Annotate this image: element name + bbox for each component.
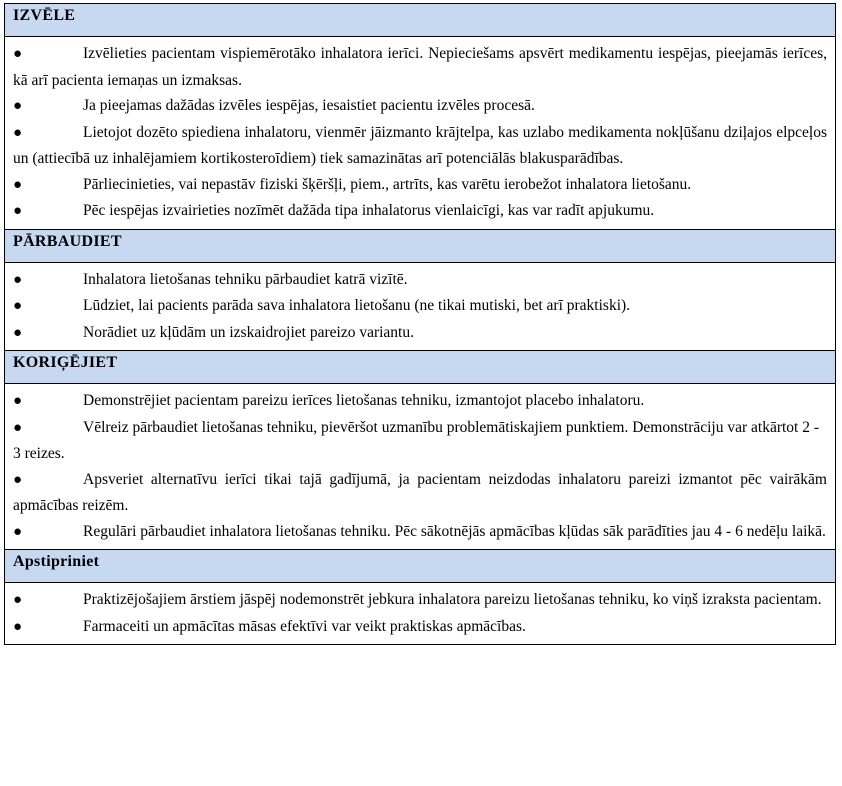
list-item — [13, 519, 827, 546]
section-body-row — [5, 37, 836, 230]
section-heading-apstipriniet: Apstipriniet — [5, 550, 836, 583]
list-item-text: Farmaceiti un apmācītas māsas efektīvi var veikt praktiskas apmācības. — [83, 617, 526, 635]
list-item-text: Lūdziet, lai pacients parāda sava inhalatora lietošanu (ne tikai mutiski, bet arī praktiski). — [83, 297, 631, 314]
bullet-icon: ● — [13, 203, 23, 219]
section-body-izvele — [5, 37, 836, 230]
list-item-text: Apsveriet alternatīvu ierīci tikai tajā gadījumā, ja pacientam neizdodas inhalatoru pareizi izmantot pēc vairākām apmācības reizēm. — [13, 470, 827, 514]
section-header-row — [5, 550, 836, 583]
section-heading-korigejiet: KORIĢĒJIET — [5, 351, 836, 384]
section-body-korigejiet — [5, 384, 836, 550]
bullet-icon: ● — [13, 46, 23, 62]
bullet-icon: ● — [13, 419, 23, 436]
section-heading-parbaudiet: PĀRBAUDIET — [5, 229, 836, 262]
list-item — [13, 120, 827, 172]
list-item — [13, 320, 827, 347]
list-item — [13, 93, 827, 120]
guidance-table — [4, 3, 836, 645]
list-item — [13, 172, 827, 199]
bullet-icon: ● — [13, 124, 23, 141]
inhaler-guidance-table — [4, 3, 836, 645]
list-item-text: Ja pieejamas dažādas izvēles iespējas, iesaistiet pacientu izvēles procesā. — [83, 97, 535, 114]
list-item-text: Izvēlieties pacientam vispiemērotāko inhalatora ierīci. Nepieciešams apsvērt medikamentu iespējas, pieejamās ierīces, kā arī pacienta iemaņas un izmaksas. — [13, 45, 827, 89]
bullet-icon: ● — [13, 618, 23, 635]
list-item-text: Pārliecinieties, vai nepastāv fiziski šķēršļi, piem., artrīts, kas varētu ierobežot inhalatora lietošanu. — [83, 175, 692, 193]
bullet-icon: ● — [13, 471, 23, 488]
list-item-text: Demonstrējiet pacientam pareizu ierīces lietošanas tehniku, izmantojot placebo inhalatoru. — [83, 392, 645, 409]
list-item — [13, 587, 827, 614]
list-item — [13, 388, 827, 415]
list-item — [13, 267, 827, 294]
list-item — [13, 467, 827, 519]
list-item — [13, 41, 827, 93]
list-item — [13, 198, 827, 225]
bullet-icon: ● — [13, 298, 23, 314]
section-body-parbaudiet — [5, 262, 836, 351]
section-header-row — [5, 4, 836, 37]
bullet-icon: ● — [13, 523, 23, 540]
section-body-apstipriniet — [5, 583, 836, 645]
bullet-icon: ● — [13, 393, 23, 409]
list-item-text: Praktizējošajiem ārstiem jāspēj nodemonstrēt jebkura inhalatora pareizu lietošanas tehniku, ko viņš izraksta pacientam. — [83, 591, 822, 608]
bullet-icon: ● — [13, 592, 23, 608]
bullet-icon: ● — [13, 176, 23, 193]
section-header-row — [5, 351, 836, 384]
section-body-row — [5, 384, 836, 550]
list-item-text: Pēc iespējas izvairieties nozīmēt dažāda tipa inhalatorus vienlaicīgi, kas var radīt apjukumu. — [83, 202, 655, 219]
section-heading-izvele: IZVĒLE — [5, 4, 836, 37]
bullet-icon: ● — [13, 98, 23, 114]
list-item-text: Lietojot dozēto spiediena inhalatoru, vienmēr jāizmanto krājtelpa, kas uzlabo medikamenta nokļūšanu dziļajos elpceļos un (attiecībā uz inhalējamiem kortikosteroīdiem) tiek samazinātas arī potenciālās blakusparādības. — [13, 123, 827, 167]
list-item-text: Inhalatora lietošanas tehniku pārbaudiet katrā vizītē. — [83, 270, 408, 288]
bullet-icon: ● — [13, 324, 23, 341]
bullet-icon: ● — [13, 271, 23, 288]
list-item-text: Regulāri pārbaudiet inhalatora lietošanas tehniku. Pēc sākotnējās apmācības kļūdas sāk parādīties jau 4 - 6 nedēļu laikā. — [83, 522, 826, 540]
section-header-row — [5, 229, 836, 262]
list-item — [13, 614, 827, 641]
list-item — [13, 415, 827, 467]
list-item-text: Vēlreiz pārbaudiet lietošanas tehniku, pievēršot uzmanību problemātiskajiem punktiem. Demonstrāciju var atkārtot 2 - 3 reizes. — [13, 418, 820, 462]
list-item — [13, 293, 827, 320]
list-item-text: Norādiet uz kļūdām un izskaidrojiet pareizo variantu. — [83, 323, 414, 341]
section-body-row — [5, 262, 836, 351]
section-body-row — [5, 583, 836, 645]
